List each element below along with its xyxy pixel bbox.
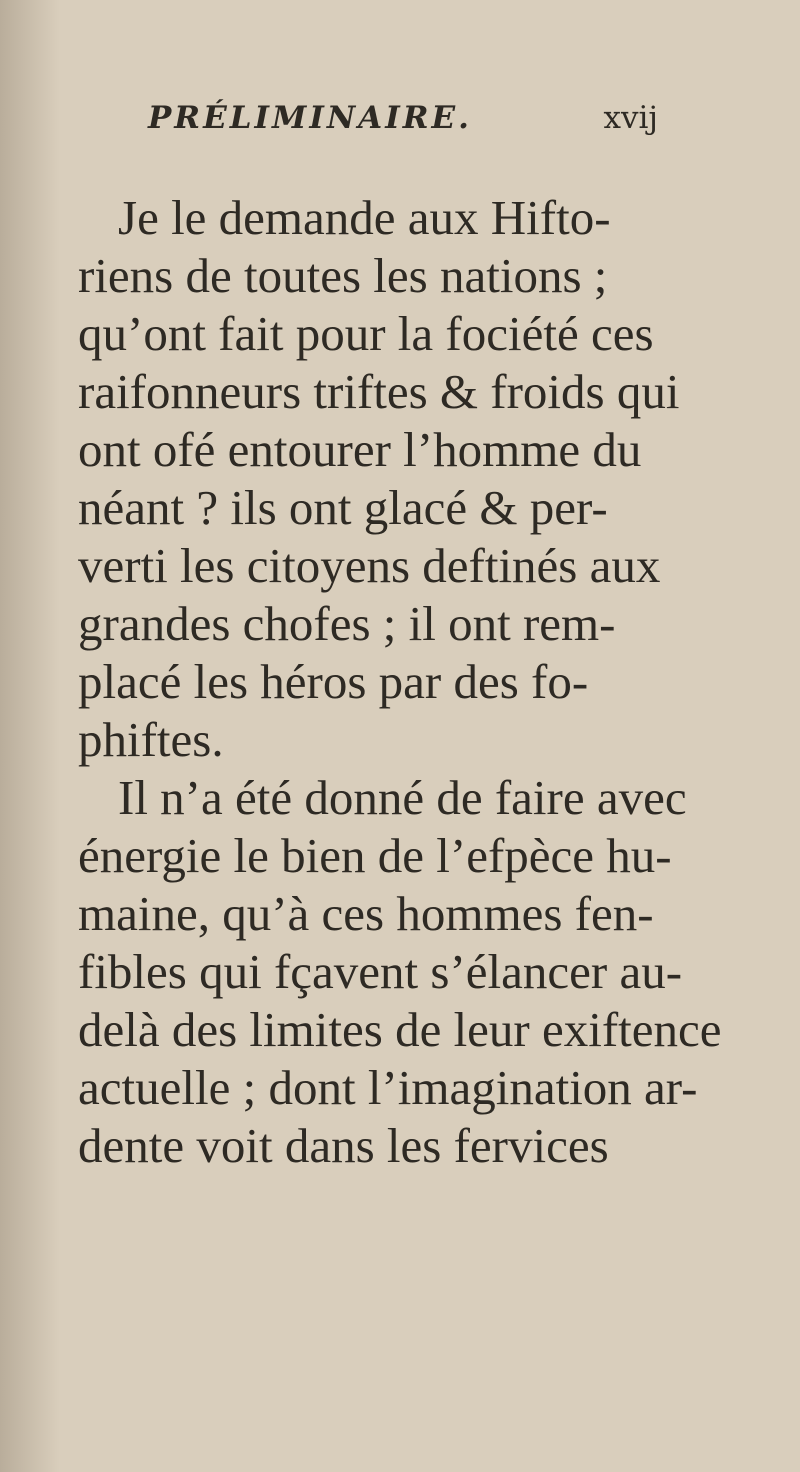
text-line: phiftes.: [78, 712, 224, 767]
text-line: Il n’a été donné de faire avec: [118, 770, 687, 825]
text-line: néant ? ils ont glacé & per-: [78, 480, 608, 535]
text-line: dente voit dans les fervices: [78, 1118, 609, 1173]
page-edge-shadow: [0, 0, 60, 1472]
text-line: raifonneurs triftes & froids qui: [78, 364, 680, 419]
text-line: Je le demande aux Hifto-: [118, 190, 611, 245]
running-title: PRÉLIMINAIRE.: [148, 100, 472, 136]
page-number: xvij: [603, 100, 658, 136]
text-line: riens de toutes les nations ;: [78, 248, 608, 303]
text-line: delà des limites de leur exiftence: [78, 1002, 722, 1057]
text-line: actuelle ; dont l’imagination ar-: [78, 1060, 698, 1115]
text-line: grandes chofes ; il ont rem-: [78, 596, 616, 651]
text-line: placé les héros par des fo-: [78, 654, 589, 709]
text-line: maine, qu’à ces hommes fen-: [78, 886, 654, 941]
text-line: ont ofé entourer l’homme du: [78, 422, 642, 477]
text-line: énergie le bien de l’efpèce hu-: [78, 828, 672, 883]
text-line: verti les citoyens deftinés aux: [78, 538, 661, 593]
running-header: [148, 100, 658, 148]
text-line: fibles qui fçavent s’élancer au-: [78, 944, 683, 999]
text-line: qu’ont fait pour la fociété ces: [78, 306, 654, 361]
